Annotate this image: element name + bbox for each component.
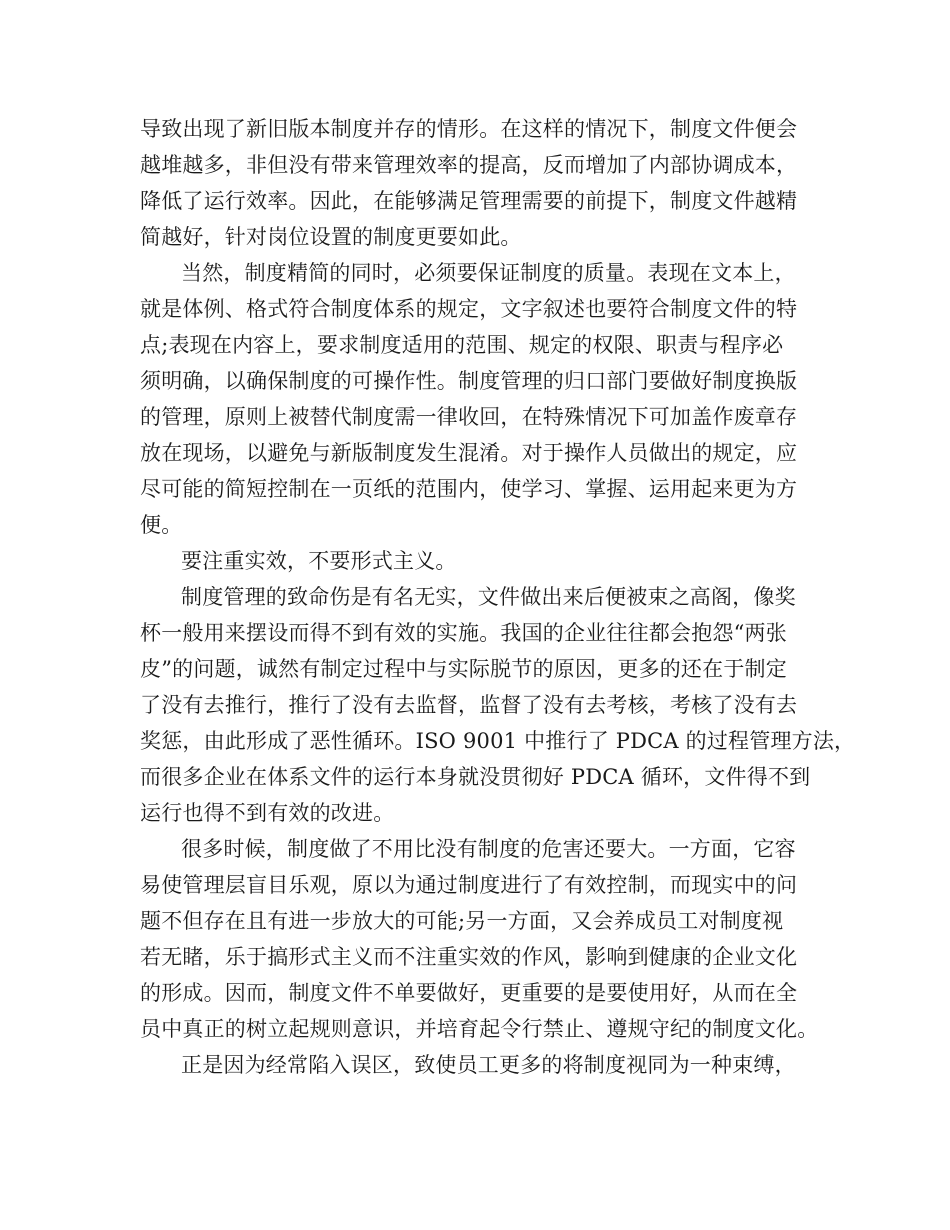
text-line: 当然，制度精简的同时，必须要保证制度的质量。表现在文本上，: [181, 261, 796, 285]
text-line: 员中真正的树立起规则意识，并培育起令行禁止、遵规守纪的制度文化。: [140, 1017, 819, 1041]
text-line: 皮”的问题，诚然有制定过程中与实际脱节的原因，更多的还在于制定: [140, 657, 787, 681]
text-line: 简越好，针对岗位设置的制度更要如此。: [140, 225, 522, 249]
text-line: 运行也得不到有效的改进。: [140, 801, 395, 825]
text-line: 点;表现在内容上，要求制度适用的范围、规定的权限、职责与程序必: [140, 333, 784, 357]
text-line: 制度管理的致命伤是有名无实，文件做出来后便被束之高阁，像奖: [181, 585, 796, 609]
text-line: 题不但存在且有进一步放大的可能;另一方面，又会养成员工对制度视: [140, 909, 784, 933]
text-line: 越堆越多，非但没有带来管理效率的提高，反而增加了内部协调成本，: [140, 153, 798, 177]
text-line: 很多时候，制度做了不用比没有制度的危害还要大。一方面，它容: [181, 837, 796, 861]
section-heading: 要注重实效，不要形式主义。: [181, 549, 457, 573]
text-line: 须明确，以确保制度的可操作性。制度管理的归口部门要做好制度换版: [140, 369, 798, 393]
text-line: 的管理，原则上被替代制度需一律收回，在特殊情况下可加盖作废章存: [140, 405, 798, 429]
text-line: 奖惩，由此形成了恶性循环。ISO 9001 中推行了 PDCA 的过程管理方法，: [140, 729, 856, 753]
text-line: 尽可能的简短控制在一页纸的范围内，使学习、掌握、运用起来更为方: [140, 477, 798, 501]
text-line: 若无睹，乐于搞形式主义而不注重实效的作风，影响到健康的企业文化: [140, 945, 798, 969]
text-line: 便。: [140, 513, 183, 537]
text-line: 易使管理层盲目乐观，原以为通过制度进行了有效控制，而现实中的问: [140, 873, 798, 897]
text-line: 降低了运行效率。因此，在能够满足管理需要的前提下，制度文件越精: [140, 189, 798, 213]
text-line: 正是因为经常陷入误区，致使员工更多的将制度视同为一种束缚，: [181, 1053, 796, 1077]
text-line: 导致出现了新旧版本制度并存的情形。在这样的情况下，制度文件便会: [140, 117, 798, 141]
text-line: 而很多企业在体系文件的运行本身就没贯彻好 PDCA 循环，文件得不到: [140, 765, 811, 789]
text-line: 了没有去推行，推行了没有去监督，监督了没有去考核，考核了没有去: [140, 693, 798, 717]
text-line: 杯一般用来摆设而得不到有效的实施。我国的企业往往都会抱怨“两张: [140, 621, 787, 645]
text-line: 就是体例、格式符合制度体系的规定，文字叙述也要符合制度文件的特: [140, 297, 798, 321]
text-line: 放在现场，以避免与新版制度发生混淆。对于操作人员做出的规定，应: [140, 441, 798, 465]
text-line: 的形成。因而，制度文件不单要做好，更重要的是要使用好，从而在全: [140, 981, 798, 1005]
